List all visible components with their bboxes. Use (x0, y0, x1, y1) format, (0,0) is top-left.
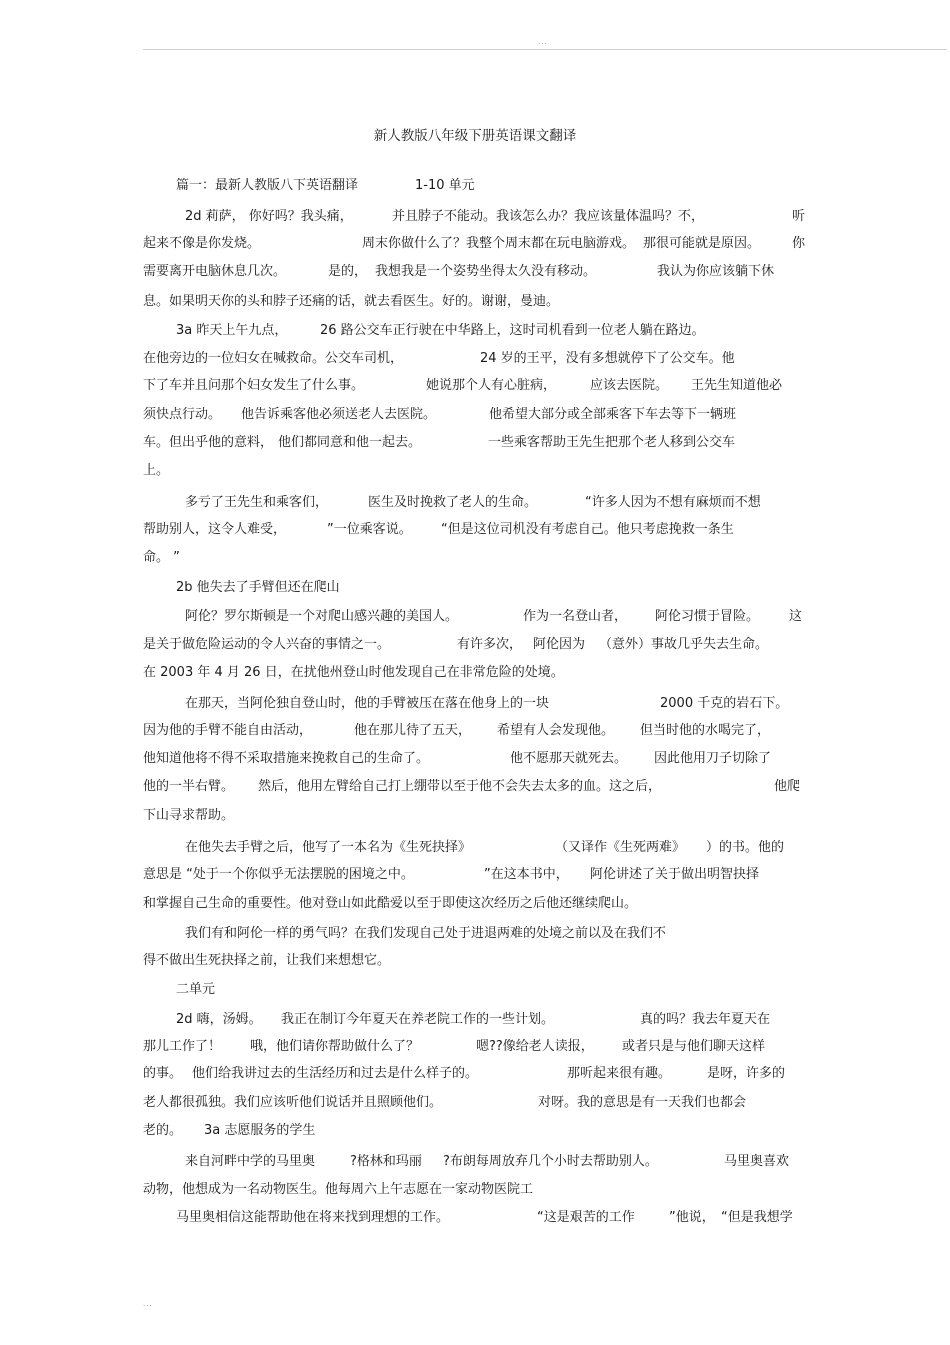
text-segment: 1-10 单元 (415, 178, 475, 193)
text-line (0, 1010, 950, 1030)
text-line (0, 635, 950, 655)
text-segment: 对呀。我的意思是有一天我们也都会 (538, 1095, 747, 1110)
text-line (0, 1093, 950, 1113)
text-segment: 或者只是与他们聊天这样 (622, 1039, 766, 1054)
text-segment: （又译作《生死两难》 (555, 840, 686, 855)
text-segment: 听 (792, 209, 806, 224)
text-segment: 他希望大部分或全部乘客下车去等下一辆班 (489, 407, 737, 422)
text-line (0, 1064, 950, 1084)
text-segment: 车。但出乎他的意料， (143, 435, 274, 450)
text-segment: “许多人因为不想有麻烦而不想 (585, 495, 761, 510)
text-segment: 有许多次， (457, 637, 523, 652)
text-segment: 他爬 (774, 779, 801, 794)
text-segment: ）的书。他的 (706, 840, 785, 855)
text-segment: 下山寻求帮助。 (143, 808, 235, 823)
text-segment: 真的吗？我去年夏天在 (640, 1012, 771, 1027)
text-line (0, 721, 950, 741)
text-line (0, 520, 950, 540)
text-segment: 他知道他将不得不采取措施来挽救自己的生命了。 (143, 751, 430, 766)
text-segment: 希望有人会发现他。 (497, 723, 615, 738)
text-segment: 马里奥喜欢 (724, 1154, 790, 1169)
text-segment: 作为一名登山者， (523, 609, 628, 624)
text-line (0, 548, 950, 568)
text-segment: 哦，他们请你帮助做什么了？ (250, 1039, 420, 1054)
text-line (0, 838, 950, 858)
text-segment: 在他旁边的一位妇女在喊救命。公交车司机， (143, 351, 404, 366)
text-segment: 须快点行动。 (143, 407, 222, 422)
text-segment: 需要离开电脑休息几次。 (143, 264, 287, 279)
text-segment: 我认为你应该躺下休 (657, 264, 775, 279)
text-segment: 阿伦讲述了关于做出明智抉择 (590, 867, 760, 882)
text-segment: ”一位乘客说。 (327, 522, 412, 537)
text-line (0, 176, 950, 196)
text-segment: ”在这本书中， (484, 867, 569, 882)
text-segment: 那儿工作了！ (143, 1039, 222, 1054)
text-segment: 息。如果明天你的头和脖子还痛的话，就去看医生。好的。谢谢，曼迪。 (143, 294, 560, 309)
text-segment: 他的一半右臂。 (143, 779, 235, 794)
text-segment: 老人都很孤独。我们应该听他们说话并且照顾他们。 (143, 1095, 443, 1110)
text-segment: 但当时他的水喝完了， (640, 723, 771, 738)
text-segment: 王先生知道他必 (691, 378, 783, 393)
text-segment: 3a 志愿服务的学生 (204, 1123, 316, 1138)
text-segment: 二单元 (176, 982, 216, 997)
text-segment: 3a 昨天上午九点， (176, 323, 288, 338)
text-segment: “但是这位司机没有考虑自己。他只考虑挽救一条生 (441, 522, 734, 537)
text-segment: 是呀，许多的 (707, 1066, 786, 1081)
text-line (0, 292, 950, 312)
text-line (0, 694, 950, 714)
text-segment: 我正在制订今年夏天在养老院工作的一些计划。 (281, 1012, 555, 1027)
text-segment: 24 岁的王平，没有多想就停下了公交车。他 (480, 351, 735, 366)
text-segment: 周末你做什么了？我整个周末都在玩电脑游戏。 (362, 236, 636, 251)
text-segment: 应该去医院。 (590, 378, 669, 393)
text-segment: 他们给我讲过去的生活经历和过去是什么样子的。 (192, 1066, 479, 1081)
text-line (0, 607, 950, 627)
text-segment: 来自河畔中学的马里奥 (185, 1154, 316, 1169)
text-segment: 上。 (143, 463, 170, 478)
text-segment: 2d 莉萨， 你好吗？我头痛， (185, 209, 353, 224)
text-segment: 嗯??像给老人读报， (476, 1039, 594, 1054)
text-line (0, 461, 950, 481)
text-segment: 医生及时挽救了老人的生命。 (368, 495, 538, 510)
text-segment: 一些乘客帮助王先生把那个老人移到公交车 (488, 435, 736, 450)
text-segment: 得不做出生死抉择之前，让我们来想想它。 (143, 953, 391, 968)
text-line (0, 321, 950, 341)
text-segment: 他不愿那天就死去。 (510, 751, 628, 766)
text-line (0, 349, 950, 369)
text-segment: 她说那个人有心脏病， (426, 378, 557, 393)
text-line (0, 924, 950, 944)
text-line (0, 1037, 950, 1057)
text-line (0, 865, 950, 885)
text-line (0, 980, 950, 1000)
text-line (0, 1208, 950, 1228)
text-line (0, 663, 950, 683)
text-segment: 2000 千克的岩石下。 (660, 696, 789, 711)
text-segment: 2d 嗨，汤姆。 (176, 1012, 262, 1027)
text-line (0, 749, 950, 769)
text-line (0, 951, 950, 971)
text-line (0, 777, 950, 797)
text-segment: ”他说， (669, 1210, 715, 1225)
text-segment: 阿伦习惯于冒险。 (655, 609, 760, 624)
text-segment: 2b 他失去了手臂但还在爬山 (176, 580, 340, 595)
text-segment: 多亏了王先生和乘客们， (185, 495, 329, 510)
header-rule (143, 49, 947, 50)
text-line (0, 493, 950, 513)
text-segment: 意思是 “处于一个你似乎无法摆脱的困境之中。 (143, 867, 414, 882)
text-segment: 马里奥相信这能帮助他在将来找到理想的工作。 (176, 1210, 450, 1225)
text-line (0, 894, 950, 914)
text-segment: 阿伦因为 (533, 637, 586, 652)
text-line (0, 1152, 950, 1172)
text-segment: “但是我想学 (721, 1210, 793, 1225)
text-segment: ?格林和玛丽 (350, 1154, 422, 1169)
text-line (0, 433, 950, 453)
text-segment: 这 (789, 609, 803, 624)
text-segment: ?布朗每周放弃几个小时去帮助别人。 (443, 1154, 658, 1169)
text-line (0, 207, 950, 227)
text-segment: 是的， (328, 264, 368, 279)
text-segment: 那听起来很有趣。 (567, 1066, 672, 1081)
text-line (0, 1121, 950, 1141)
text-segment: 他在那儿待了五天， (354, 723, 472, 738)
text-segment: 在他失去手臂之后，他写了一本名为《生死抉择》 (185, 840, 472, 855)
text-segment: 你 (792, 236, 806, 251)
text-segment: 在那天，当阿伦独自登山时，他的手臂被压在落在他身上的一块 (185, 696, 550, 711)
text-segment: 他告诉乘客他必须送老人去医院。 (241, 407, 437, 422)
text-segment: 命。 ” (143, 550, 180, 565)
text-line (0, 578, 950, 598)
text-segment: 因此他用刀子切除了 (654, 751, 772, 766)
text-segment: 和掌握自己生命的重要性。他对登山如此酷爱以至于即使这次经历之后他还继续爬山。 (143, 896, 638, 911)
text-segment: 下了车并且问那个妇女发生了什么事。 (143, 378, 365, 393)
text-line (0, 262, 950, 282)
footer-mark: ... (143, 1300, 153, 1308)
text-line (0, 405, 950, 425)
document-title: 新人教版八年级下册英语课文翻译 (373, 128, 577, 144)
text-segment: 阿伦？罗尔斯顿是一个对爬山感兴趣的美国人。 (185, 609, 459, 624)
text-segment: 起来不像是你发烧。 (143, 236, 261, 251)
text-segment: 他们都同意和他一起去。 (278, 435, 422, 450)
text-line (0, 376, 950, 396)
text-segment: 我想我是一个姿势坐得太久没有移动。 (375, 264, 597, 279)
text-segment: 的事。 (143, 1066, 183, 1081)
text-segment: 并且脖子不能动。我该怎么办？我应该量体温吗？不， (392, 209, 705, 224)
text-line (0, 234, 950, 254)
header-mark: ... (538, 38, 548, 46)
text-segment: 因为他的手臂不能自由活动， (143, 723, 313, 738)
text-segment: 那很可能就是原因。 (643, 236, 761, 251)
text-segment: 篇一：最新人教版八下英语翻译 (176, 178, 359, 193)
text-line (0, 806, 950, 826)
text-line (0, 1180, 950, 1200)
text-segment: 帮助别人，这令人难受， (143, 522, 287, 537)
text-segment: 在 2003 年 4 月 26 日，在扰他州登山时他发现自己在非常危险的处境。 (143, 665, 564, 680)
text-segment: 是关于做危险运动的令人兴奋的事情之一。 (143, 637, 391, 652)
text-segment: 然后，他用左臂给自己打上绷带以至于他不会失去太多的血。这之后， (258, 779, 662, 794)
text-segment: 26 路公交车正行驶在中华路上，这时司机看到一位老人躺在路边。 (320, 323, 705, 338)
text-segment: “这是艰苦的工作 (537, 1210, 635, 1225)
text-segment: （意外）事故几乎失去生命。 (599, 637, 769, 652)
text-segment: 我们有和阿伦一样的勇气吗？在我们发现自己处于进退两难的处境之前以及在我们不 (185, 926, 667, 941)
text-segment: 动物，他想成为一名动物医生。他每周六上午志愿在一家动物医院工 (143, 1182, 534, 1197)
text-segment: 老的。 (143, 1123, 183, 1138)
